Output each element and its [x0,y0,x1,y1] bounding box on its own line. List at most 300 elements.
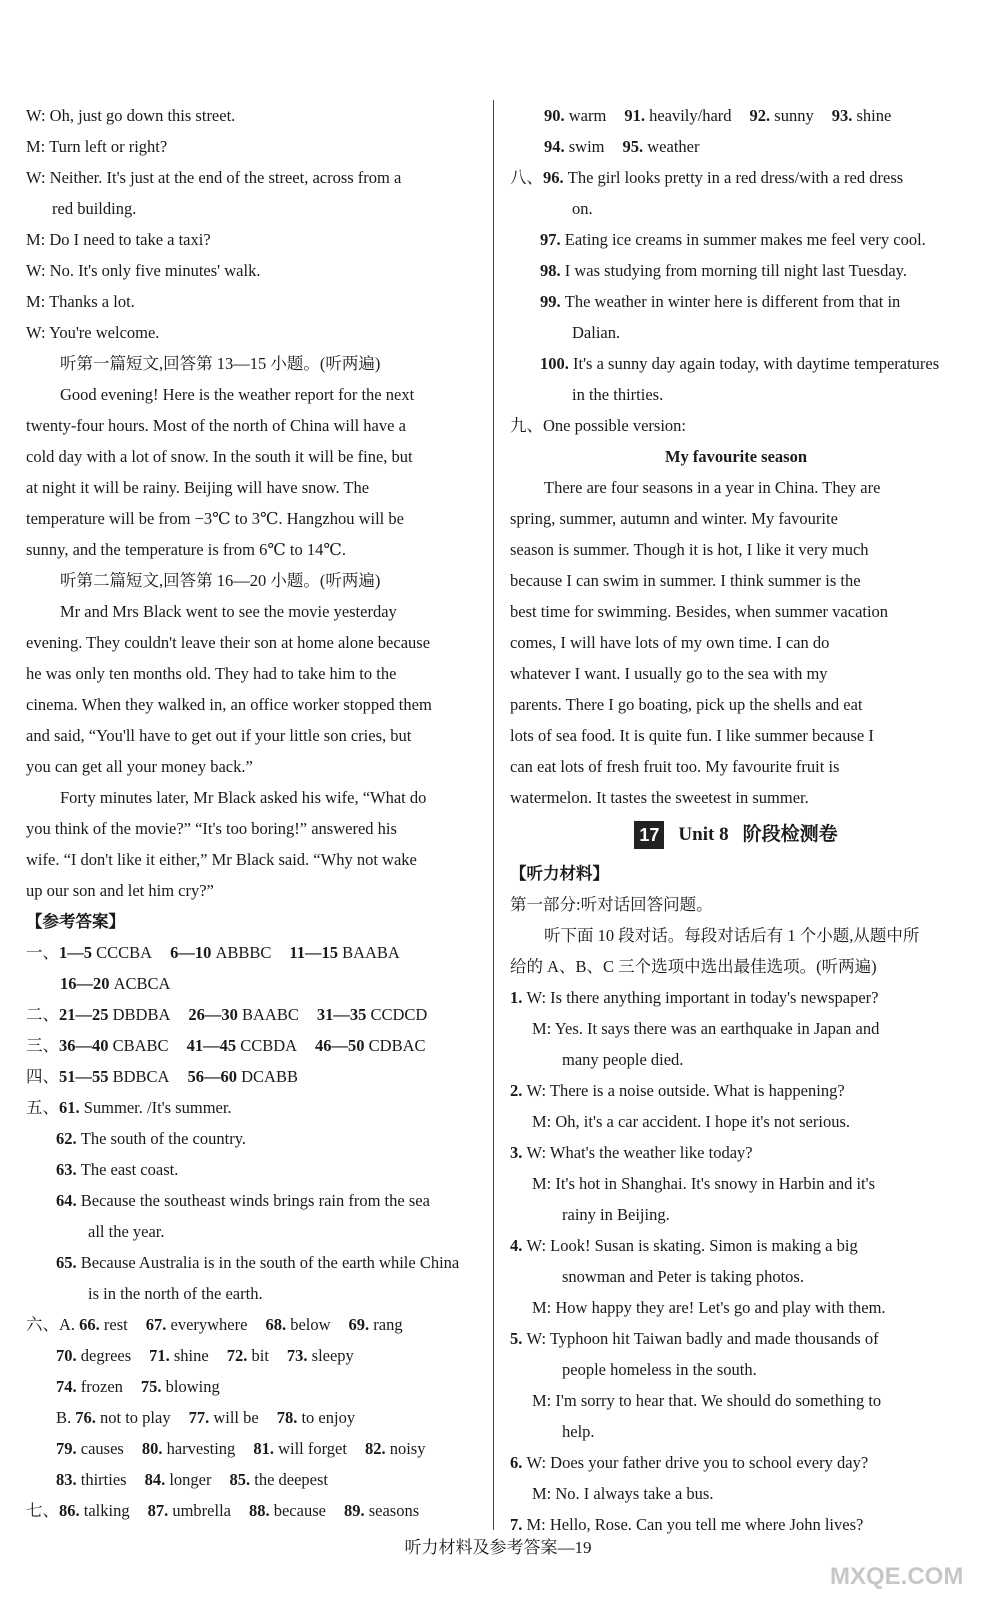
passage-line: you think of the movie?” “It's too boring!” answered his [26,819,397,838]
dialogue-line [510,1199,962,1230]
answer-item [832,100,892,131]
unit-title: Unit 8 [678,824,729,845]
instruction-line: 听下面 10 段对话。每段对话后有 1 个小题,从题中所 [544,926,920,945]
answer-number: 88. [248,1501,274,1520]
dialogue-line [510,1261,962,1292]
dialogue-line [26,131,478,162]
dialogue-line [510,1230,962,1261]
item-text: The south of the country. [80,1129,247,1148]
answer-value: not to play [100,1408,171,1427]
answer-number: 68. [265,1315,291,1334]
answer-value: ABBBC [215,943,272,962]
speaker: M: [532,1019,555,1038]
answer-value: CCCBA [96,943,153,962]
answer-number: 82. [364,1439,390,1458]
section-intro: One possible version: [543,416,686,435]
section-label: 一、 [26,943,59,962]
dialogue-line [510,982,962,1013]
dialogue-line [510,1075,962,1106]
dialogue-text: Yes. It says there was an earthquake in Japan and [554,1019,880,1038]
unit-heading [510,819,962,850]
answer-item [750,100,814,131]
passage-heading: 听第二篇短文,回答第 16—20 小题。(听两遍) [60,571,381,590]
section-label: 四、 [26,1067,59,1086]
passage-line: cold day with a lot of snow. In the south it will be fine, but [26,447,413,466]
dialogue-text: Does your father drive you to school every day? [550,1453,869,1472]
answer-range: 6—10 [170,943,216,962]
speaker: M: [532,1391,556,1410]
answer-number: 66. [79,1315,104,1334]
answer-value: CDBAC [368,1036,426,1055]
answer-number: 71. [149,1346,174,1365]
answer-value: frozen [80,1377,123,1396]
answer-item [60,968,170,999]
answer-item [188,999,298,1030]
passage-line: and said, “You'll have to get out if your little son cries, but [26,726,412,745]
item-number: 96. [543,168,568,187]
item-text: all the year. [88,1222,165,1241]
speaker: W: [526,1329,550,1348]
item-text: Summer. /It's summer. [83,1098,232,1117]
section-label: 八、 [510,168,543,187]
answer-item [265,1309,330,1340]
dialogue-line [510,1137,962,1168]
answer-value: everywhere [170,1315,248,1334]
answer-value: shine [173,1346,209,1365]
answer-item [145,1464,212,1495]
answer-range: 1—5 [59,943,97,962]
part-heading: 第一部分:听对话回答问题。 [510,895,713,914]
essay-line: season is summer. Though it is hot, I like it very much [510,540,869,559]
dialogue-line [510,1478,962,1509]
dialogue-text: Oh, just go down this street. [49,106,236,125]
answer-row [510,100,962,131]
speaker: W: [26,106,50,125]
instruction-line: 给的 A、B、C 三个选项中选出最佳选项。(听两遍) [510,957,877,976]
numbered-line [26,1123,478,1154]
dialogue-line [510,1416,962,1447]
answer-number: 78. [276,1408,302,1427]
speaker: M: [26,292,50,311]
passage-line: Good evening! Here is the weather report for the next [60,385,415,404]
answer-row [26,1464,478,1495]
dialogue-text: Turn left or right? [49,137,168,156]
passage-line: wife. “I don't like it either,” Mr Black said. “Why not wake [26,850,417,869]
essay-title: My favourite season [664,447,808,466]
dialogue-text: rainy in Beijing. [562,1205,670,1224]
dialogue-text: Do I need to take a taxi? [49,230,211,249]
passage-line: evening. They couldn't leave their son at home alone because [26,633,431,652]
answer-row [26,1402,478,1433]
answer-number: 67. [145,1315,171,1334]
speaker: M: [526,1515,550,1534]
listening-heading: 【听力材料】 [510,864,609,883]
dialogue-text: Look! Susan is skating. Simon is making a big [550,1236,858,1255]
essay-line: best time for swimming. Besides, when summer vacation [510,602,889,621]
answer-value: BDBCA [112,1067,170,1086]
answer-number: 90. [544,106,569,125]
speaker: W: [526,1236,551,1255]
dialogue-line [510,1385,962,1416]
answer-group [26,968,478,999]
answer-number: 74. [56,1377,81,1396]
numbered-line [26,1185,478,1216]
speaker: M: [532,1174,556,1193]
numbered-line [26,1216,478,1247]
answer-value: shine [856,106,892,125]
answer-value: swim [568,137,605,156]
essay-line: watermelon. It tastes the sweetest in summer. [510,788,809,807]
answer-value: rang [373,1315,403,1334]
dialogue-text: No. It's only five minutes' walk. [49,261,261,280]
speaker: W: [526,1081,550,1100]
answer-range: 46—50 [315,1036,369,1055]
dialogue-text: Neither. It's just at the end of the street, across from a [49,168,402,187]
dialogue-text: How happy they are! Let's go and play with them. [555,1298,886,1317]
numbered-line [510,348,962,379]
question-number: 1. [510,988,527,1007]
dialogue-text: Oh, it's a car accident. I hope it's not serious. [555,1112,851,1131]
answer-group [26,1061,478,1092]
answer-range: 36—40 [59,1036,113,1055]
answer-range: 51—55 [59,1067,113,1086]
answer-value: below [290,1315,331,1334]
dialogue-line [26,317,478,348]
answer-item [142,1433,235,1464]
answer-item [141,1371,220,1402]
answer-group [26,937,478,968]
answer-range: 26—30 [188,1005,243,1024]
answer-number: 87. [147,1501,173,1520]
answers-heading: 【参考答案】 [26,912,125,931]
answer-value: BAABA [342,943,400,962]
answer-item [229,1464,328,1495]
answer-item [349,1309,403,1340]
speaker: W: [526,1143,550,1162]
speaker: M: [26,230,50,249]
answer-item [170,937,271,968]
answer-item [623,131,700,162]
passage-line: you can get all your money back.” [26,757,253,776]
question-number: 6. [510,1453,527,1472]
dialogue-line [510,1168,962,1199]
answer-item [56,1433,124,1464]
answer-number: 89. [343,1501,369,1520]
dialogue-text: Thanks a lot. [49,292,135,311]
answer-item [249,1495,326,1526]
answer-item [544,131,605,162]
answer-number: 72. [226,1346,252,1365]
answer-item [317,999,427,1030]
dialogue-text: What's the weather like today? [549,1143,753,1162]
answer-item [277,1402,355,1433]
answer-item [289,937,399,968]
essay-line: parents. There I go boating, pick up the shells and eat [510,695,863,714]
numbered-line [510,162,962,193]
answer-value: sunny [774,106,814,125]
question-number: 5. [510,1329,527,1348]
answer-item [187,1061,297,1092]
answer-row [26,1309,478,1340]
answer-value: BAABC [242,1005,299,1024]
answer-item [56,1464,127,1495]
dialogue-line [510,1013,962,1044]
row-prefix: B. [56,1408,76,1427]
item-number: 100. [540,354,573,373]
answer-number: 70. [56,1346,81,1365]
numbered-line [510,286,962,317]
question-number: 4. [510,1236,527,1255]
dialogue-text: You're welcome. [49,323,160,342]
answer-value: DBDBA [112,1005,171,1024]
passage-line: sunny, and the temperature is from 6℃ to 14℃. [26,540,346,559]
item-number: 98. [540,261,565,280]
speaker: M: [532,1112,556,1131]
section-label: 七、 [26,1501,59,1520]
answer-item [79,1309,128,1340]
dialogue-line [26,255,478,286]
question-number: 3. [510,1143,527,1162]
dialogue-line [510,1044,962,1075]
answer-value: DCABB [241,1067,298,1086]
item-number: 63. [56,1160,81,1179]
passage-line: Forty minutes later, Mr Black asked his wife, “What do [60,788,427,807]
item-text: is in the north of the earth. [88,1284,263,1303]
answer-range: 11—15 [289,943,343,962]
answer-number: 75. [140,1377,166,1396]
answer-range: 21—25 [59,1005,113,1024]
answer-value: noisy [389,1439,426,1458]
column-divider [493,100,494,1530]
answer-value: ACBCA [113,974,171,993]
speaker: W: [526,988,551,1007]
essay-line: because I can swim in summer. I think summer is the [510,571,861,590]
item-number: 65. [56,1253,81,1272]
answer-item [344,1495,419,1526]
item-text: Dalian. [572,323,621,342]
answer-number: 81. [253,1439,279,1458]
answer-row [510,131,962,162]
answer-number: 85. [229,1470,255,1489]
numbered-line [26,1247,478,1278]
item-number: 97. [540,230,565,249]
answer-number: 86. [59,1501,84,1520]
answer-number: 69. [348,1315,374,1334]
dialogue-text: No. I always take a bus. [555,1484,714,1503]
left-column [26,100,478,1526]
dialogue-line [510,1106,962,1137]
answer-item [56,1340,131,1371]
answer-item [544,100,606,131]
section-label: 五、 [26,1098,59,1117]
right-column [510,100,962,1540]
answer-number: 84. [144,1470,170,1489]
item-text: Because the southeast winds brings rain from the sea [80,1191,430,1210]
answer-item [59,999,170,1030]
item-text: The girl looks pretty in a red dress/with a red dress [567,168,904,187]
essay-line: spring, summer, autumn and winter. My favourite [510,509,838,528]
dialogue-text: There is a noise outside. What is happening? [549,1081,845,1100]
dialogue-line [26,224,478,255]
question-number: 2. [510,1081,527,1100]
speaker: W: [26,261,50,280]
section-label: 三、 [26,1036,59,1055]
answer-value: CCDCD [370,1005,428,1024]
item-text: The weather in winter here is different from that in [564,292,901,311]
answer-number: 73. [286,1346,312,1365]
item-text: It's a sunny day again today, with daytime temperatures [573,354,940,373]
item-text: Eating ice creams in summer makes me feel very cool. [564,230,926,249]
answer-number: 76. [75,1408,101,1427]
answer-value: bit [251,1346,269,1365]
item-text: on. [572,199,593,218]
answer-value: degrees [80,1346,132,1365]
item-number: 62. [56,1129,81,1148]
answer-number: 77. [188,1408,214,1427]
item-text: The east coast. [80,1160,179,1179]
answer-item [148,1495,231,1526]
row-prefix: A. [59,1315,80,1334]
essay-line: There are four seasons in a year in China. They are [544,478,881,497]
answer-range: 16—20 [60,974,114,993]
answer-row [26,1340,478,1371]
dialogue-text: It's hot in Shanghai. It's snowy in Harbin and it's [555,1174,876,1193]
dialogue-text: help. [562,1422,595,1441]
section-nine [510,410,962,441]
answer-row [26,1433,478,1464]
unit-subtitle: 阶段检测卷 [742,824,838,845]
answer-value: longer [169,1470,212,1489]
answer-group [26,1030,478,1061]
dialogue-line [510,1292,962,1323]
dialogue-line [26,193,478,224]
answer-value: rest [103,1315,128,1334]
essay-line: lots of sea food. It is quite fun. I like summer because I [510,726,874,745]
answer-item [187,1030,297,1061]
answer-group [26,999,478,1030]
numbered-line [26,1278,478,1309]
answer-value: to enjoy [301,1408,356,1427]
answer-value: harvesting [166,1439,236,1458]
unit-badge: 17 [634,821,664,849]
answer-range: 31—35 [316,1005,371,1024]
answer-value: will forget [278,1439,347,1458]
answer-range: 56—60 [187,1067,242,1086]
watermark-logo [828,1522,968,1592]
dialogue-text: red building. [52,199,137,218]
section-label: 二、 [26,1005,59,1024]
question-number: 7. [510,1515,527,1534]
answer-item [59,1061,169,1092]
answer-item [287,1340,354,1371]
answer-value: CBABC [112,1036,169,1055]
item-number: 64. [56,1191,81,1210]
answer-value: sleepy [311,1346,354,1365]
dialogue-text: Typhoon hit Taiwan badly and made thousands of [549,1329,879,1348]
numbered-line [510,379,962,410]
answer-number: 79. [56,1439,81,1458]
numbered-line [26,1154,478,1185]
watermark-text: MXQE.COM [830,1563,964,1590]
answer-value: seasons [368,1501,420,1520]
essay-line: comes, I will have lots of my own time. I can do [510,633,830,652]
dialogue-line [26,286,478,317]
speaker: W: [26,323,50,342]
answer-value: thirties [80,1470,127,1489]
answer-item [56,1371,123,1402]
answer-number: 91. [624,106,650,125]
speaker: W: [526,1453,551,1472]
page-footer: 听力材料及参考答案—19 [404,1538,592,1557]
answer-range: 41—45 [186,1036,241,1055]
numbered-line [26,1092,478,1123]
dialogue-text: Is there anything important in today's newspaper? [550,988,879,1007]
passage-line: at night it will be rainy. Beijing will have snow. The [26,478,370,497]
answer-value: the deepest [254,1470,328,1489]
answer-number: 92. [749,106,775,125]
dialogue-line [510,1323,962,1354]
item-number: 99. [540,292,565,311]
answer-item [75,1402,170,1433]
passage-line: twenty-four hours. Most of the north of China will have a [26,416,406,435]
item-number: 61. [59,1098,84,1117]
numbered-line [510,317,962,348]
answer-value: umbrella [172,1501,231,1520]
essay-line: whatever I want. I usually go to the sea with my [510,664,828,683]
answer-number: 94. [544,137,569,156]
answer-value: heavily/hard [649,106,732,125]
answer-value: warm [568,106,607,125]
answer-item [59,1030,169,1061]
answer-item [624,100,731,131]
answer-value: talking [83,1501,130,1520]
item-text: I was studying from morning till night last Tuesday. [564,261,907,280]
speaker: W: [26,168,50,187]
passage-line: up our son and let him cry?” [26,881,214,900]
section-label: 六、 [26,1315,59,1334]
dialogue-line [510,1447,962,1478]
passage-line: he was only ten months old. They had to take him to the [26,664,397,683]
speaker: M: [26,137,50,156]
answer-row [26,1371,478,1402]
dialogue-text: Hello, Rose. Can you tell me where John lives? [549,1515,864,1534]
passage-heading: 听第一篇短文,回答第 13—15 小题。(听两遍) [60,354,381,373]
answer-item [146,1309,248,1340]
dialogue-line [510,1354,962,1385]
passage-line: cinema. When they walked in, an office worker stopped them [26,695,432,714]
answer-number: 83. [56,1470,81,1489]
essay-line: can eat lots of fresh fruit too. My favourite fruit is [510,757,840,776]
answer-number: 95. [622,137,648,156]
answer-item [253,1433,347,1464]
dialogue-text: snowman and Peter is taking photos. [562,1267,804,1286]
answer-value: because [273,1501,326,1520]
answer-item [149,1340,209,1371]
speaker: M: [532,1484,556,1503]
answer-value: will be [213,1408,259,1427]
dialogue-text: people homeless in the south. [562,1360,757,1379]
passage-line: Mr and Mrs Black went to see the movie yesterday [60,602,397,621]
answer-item [315,1030,425,1061]
item-text: Because Australia is in the south of the earth while China [80,1253,460,1272]
dialogue-line [26,100,478,131]
answer-value: causes [80,1439,124,1458]
answer-number: 93. [831,106,857,125]
numbered-line [510,193,962,224]
answer-item [189,1402,259,1433]
answer-item [59,937,152,968]
section-label: 九、 [510,416,543,435]
